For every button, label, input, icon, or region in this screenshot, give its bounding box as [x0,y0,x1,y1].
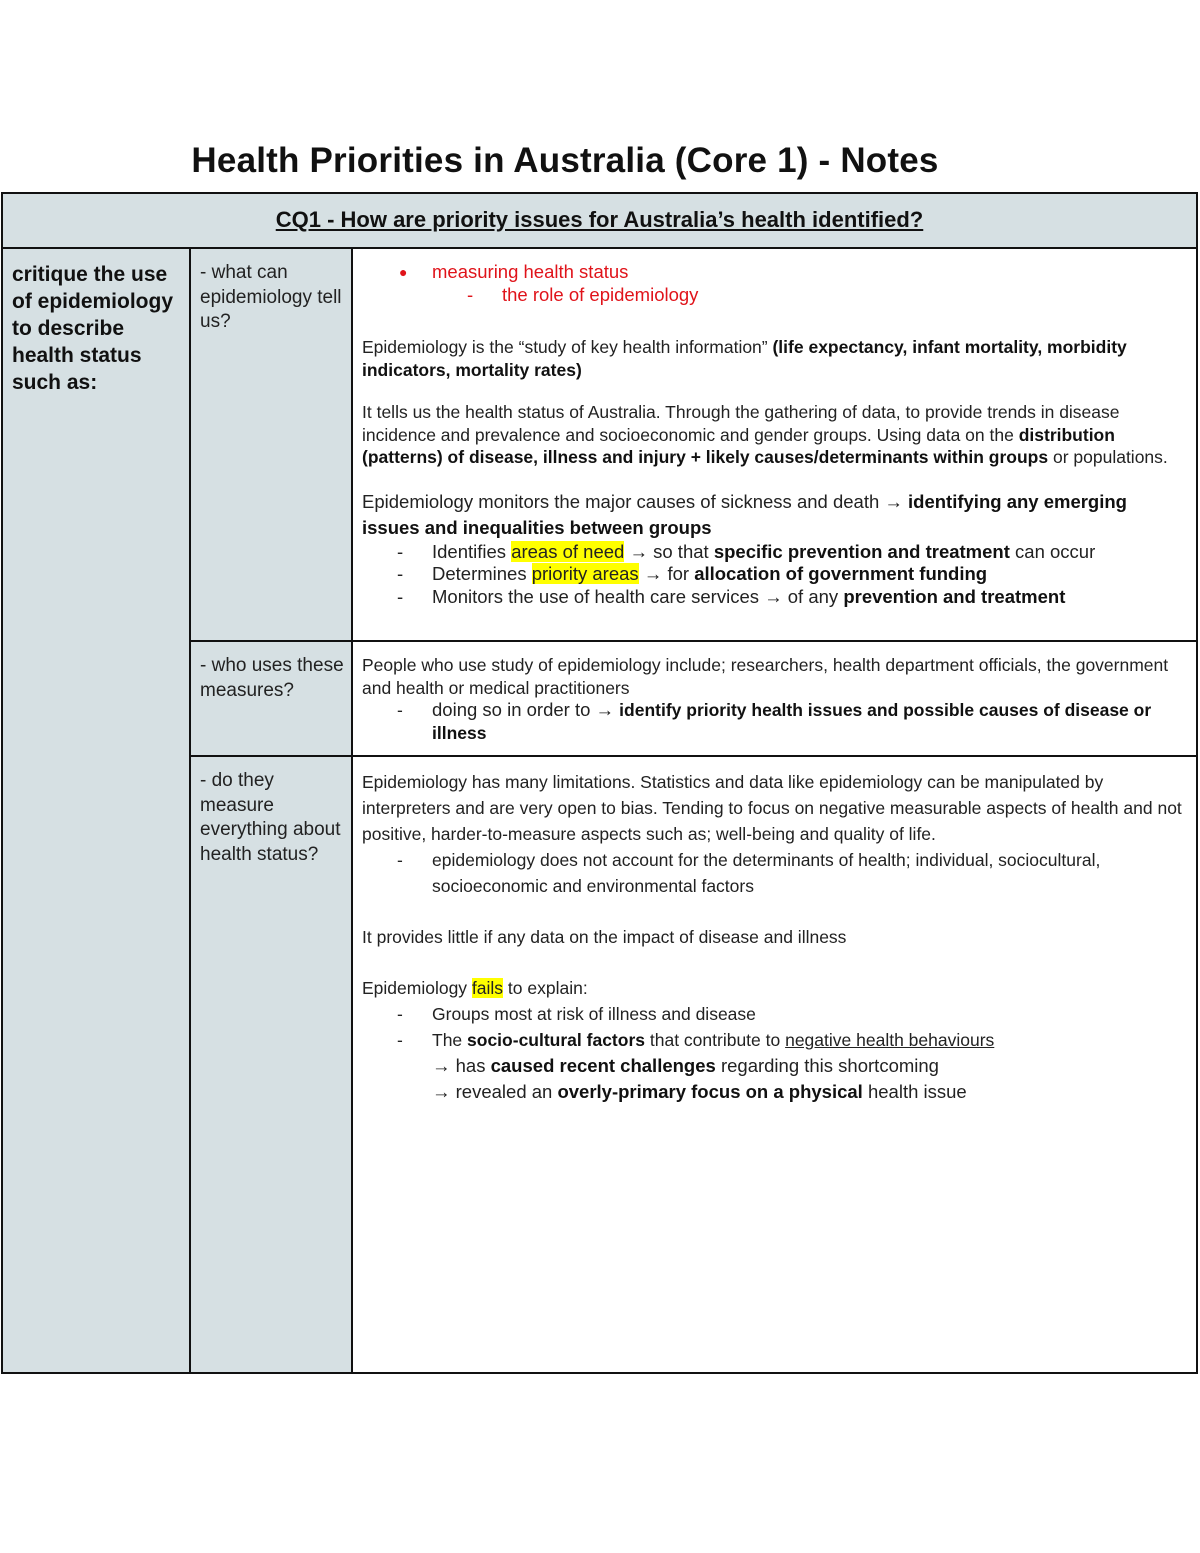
notes-cell [353,757,1196,1372]
table-row [191,757,1196,1372]
red-bullet-item [362,261,1188,284]
paragraph-monitors: Epidemiology monitors the major causes of sickness and death → identifying any emerging issues and inequalities between groups [362,490,1127,538]
syllabus-outcome: critique the use of epidemiology to describe health status such as: [3,249,191,1372]
list-item: - The socio-cultural factors that contribute to negative health behaviours [397,1030,995,1050]
table-row [191,642,1196,757]
arrow-note: → revealed an overly-primary focus on a physical health issue [432,1081,967,1102]
list-item: - Monitors the use of health care services → of any prevention and treatment [397,585,1066,607]
bullet-icon: ● [399,264,408,280]
red-sub-item [362,284,1188,307]
question-cell: - do they measure everything about health status? [191,757,353,1372]
table-header: CQ1 - How are priority issues for Australia’s health identified? [3,194,1196,249]
highlight: fails [471,978,504,998]
paragraph-fails: Epidemiology fails to explain: [362,978,588,998]
paragraph-users: People who use study of epidemiology include; researchers, health department officials, the government and health or medical practitioners [362,655,1169,698]
notes-table [1,192,1198,1374]
table-row [191,249,1196,642]
question-cell: - who uses these measures? [191,642,353,755]
paragraph-health-status: It tells us the health status of Australia. Through the gathering of data, to provide trends in disease incidence and prevalence and socioeconomic and gender groups. Using data on the distribution (patterns) of disease, illness and injury + likely causes/determinants within groups or populations. [362,402,1168,467]
arrow-note: → has caused recent challenges regarding this shortcoming [432,1055,939,1076]
list-item: - epidemiology does not account for the determinants of health; individual, sociocultural, socioeconomic and environmental factors [397,850,1101,896]
paragraph-limitations: Epidemiology has many limitations. Statistics and data like epidemiology can be manipulated by interpreters and are very open to bias. Tending to focus on negative measurable aspects of health and not positive, harder-to-measure aspects such as; well-being and quality of life. [362,772,1182,844]
notes-cell [353,642,1196,755]
dash-icon: - [467,283,474,305]
page-title: Health Priorities in Australia (Core 1) - Notes [191,141,939,180]
question-rows [191,249,1196,1372]
list-item: - Groups most at risk of illness and disease [397,1004,756,1024]
paragraph-impact: It provides little if any data on the impact of disease and illness [362,927,847,947]
table-body [3,249,1196,1372]
question-cell: - what can epidemiology tell us? [191,249,353,640]
highlight: areas of need [511,540,625,562]
sub-item-text: the role of epidemiology [502,283,699,305]
list-item: - doing so in order to → identify priority health issues and possible causes of disease or illness [397,699,1152,743]
notes-cell [353,249,1196,640]
bullet-text: measuring health status [432,261,629,282]
highlight: priority areas [531,563,639,584]
list-item: - Determines priority areas → for allocation of government funding [397,563,988,584]
paragraph-definition: Epidemiology is the “study of key health information” (life expectancy, infant mortality, morbidity indicators, mortality rates) [362,337,1127,380]
list-item: - Identifies areas of need → so that specific prevention and treatment can occur [397,540,1096,562]
